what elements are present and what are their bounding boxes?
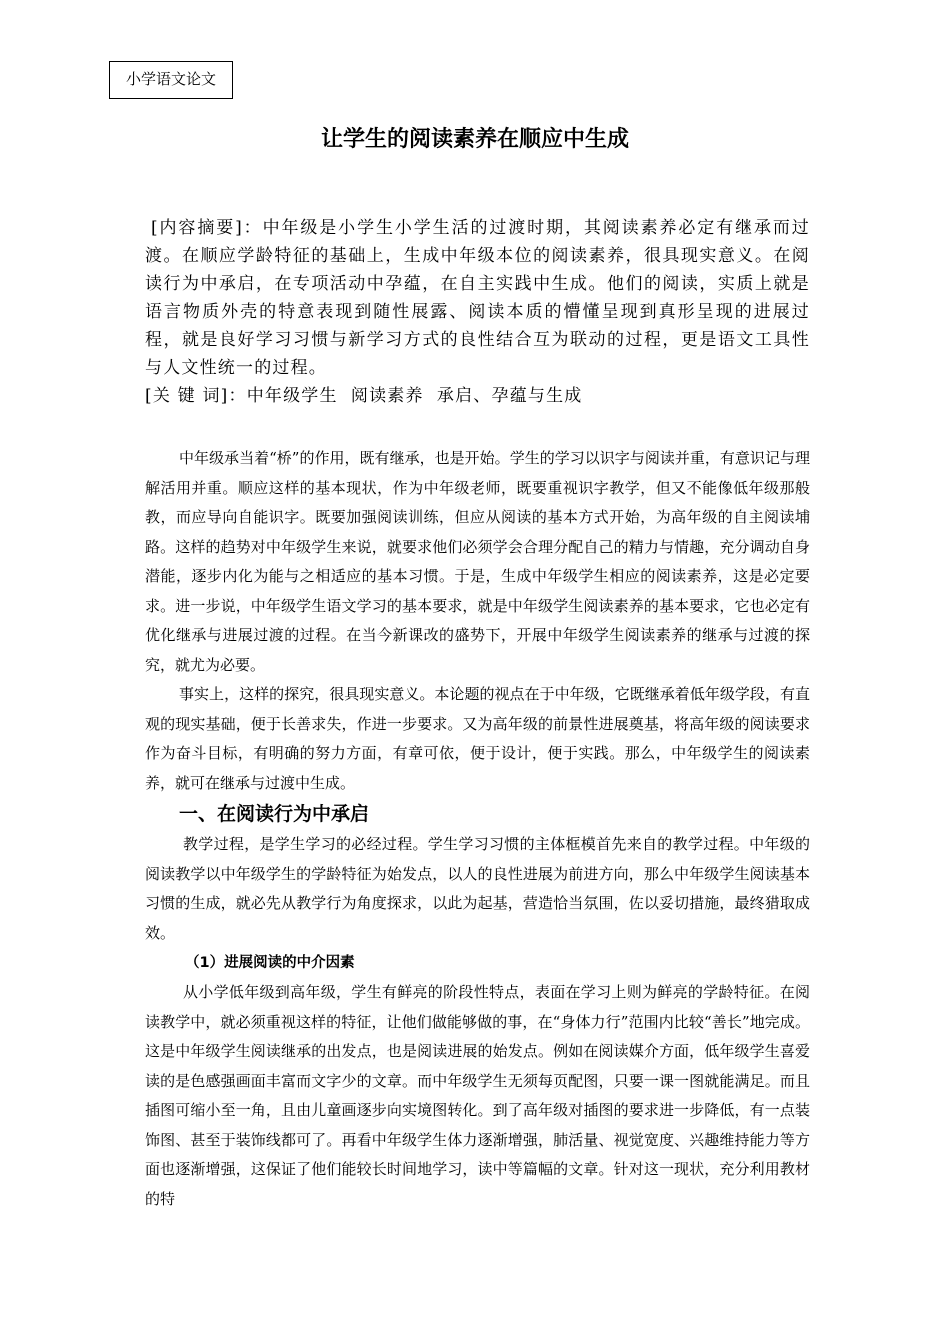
body-paragraph: 中年级承当着“桥”的作用，既有继承，也是开始。学生的学习以识字与阅读并重，有意识记与理解活用并重。顺应这样的基本现状，作为中年级老师，既要重视识字教学，但又不能像低年级那般教，而应导向自能识字。既要加强阅读训练，但应从阅读的基本方式开始，为高年级的自主阅读埔路。这样的趋势对中年级学生来说，就要求他们必须学会合理分配自己的精力与情趣，充分调动自身潜能，逐步内化为能与之相适应的基本习惯。于是，生成中年级学生相应的阅读素养，这是必定要求。进一步说，中年级学生语文学习的基本要求，就是中年级学生阅读素养的基本要求，它也必定有优化继承与进展过渡的过程。在当今新课改的盛势下，开展中年级学生阅读素养的继承与过渡的探究，就尤为必要。	[145, 449, 810, 674]
keywords-text: 中年级学生 阅读素养 承启、孕蕴与生成	[246, 386, 583, 406]
keywords-label: [关 键 词]：	[145, 386, 247, 406]
abstract-block	[145, 214, 810, 410]
abstract-label: [内容摘要]：	[151, 218, 263, 238]
section-heading: 一、在阅读行为中承启	[179, 803, 370, 825]
keywords-line	[145, 382, 810, 410]
page-title: 让学生的阅读素养在顺应中生成	[320, 127, 629, 152]
abstract-text: 中年级是小学生小学生活的过渡时期，其阅读素养必定有继承而过渡。在顺应学龄特征的基础上，生成中年级本位的阅读素养，很具现实意义。在阅读行为中承启，在专项活动中孕蕴，在自主实践中生成。他们的阅读，实质上就是语言物质外壳的特意表现到随性展露、阅读本质的懵懂呈现到真形呈现的进展过程，就是良好学习习惯与新学习方式的良性结合互为联动的过程，更是语文工具性与人文性统一的过程。	[145, 218, 810, 378]
subsection-paragraph: 从小学低年级到高年级，学生有鲜亮的阶段性特点，表面在学习上则为鲜亮的学龄特征。在阅读教学中，就必须重视这样的特征，让他们做能够做的事，在“身体力行”范围内比较“善长”地完成。这是中年级学生阅读继承的出发点，也是阅读进展的始发点。例如在阅读媒介方面，低年级学生喜爱读的是色感强画面丰富而文字少的文章。而中年级学生无须每页配图，只要一课一图就能满足。而且插图可缩小至一角，且由儿童画逐步向实境图转化。到了高年级对插图的要求进一步降低，有一点装饰图、甚至于装饰线都可了。再看中年级学生体力逐渐增强，肺活量、视觉宽度、兴趣维持能力等方面也逐渐增强，这保证了他们能较长时间地学习，读中等篇幅的文章。针对这一现状，充分利用教材的特	[145, 983, 810, 1208]
abstract-paragraph	[145, 214, 810, 382]
subsection-heading: （1）进展阅读的中介因素	[185, 955, 355, 971]
body-text	[145, 444, 810, 1214]
body-paragraph: 事实上，这样的探究，很具现实意义。本论题的视点在于中年级，它既继承着低年级学段，有直观的现实基础，便于长善求失，作进一步要求。又为高年级的前景性进展奠基，将高年级的阅读要求作为奋斗目标，有明确的努力方面，有章可依，便于设计，便于实践。那么，中年级学生的阅读素养，就可在继承与过渡中生成。	[145, 685, 810, 792]
section-paragraph: 教学过程，是学生学习的必经过程。学生学习习惯的主体框模首先来自的教学过程。中年级的阅读教学以中年级学生的学龄特征为始发点，以人的良性进展为前进方向，那么中年级学生阅读基本习惯的生成，就必先从教学行为角度探求，以此为起基，营造恰当氛围，佐以妥切措施，最终猎取成效。	[145, 835, 810, 942]
category-label: 小学语文论文	[109, 61, 233, 99]
